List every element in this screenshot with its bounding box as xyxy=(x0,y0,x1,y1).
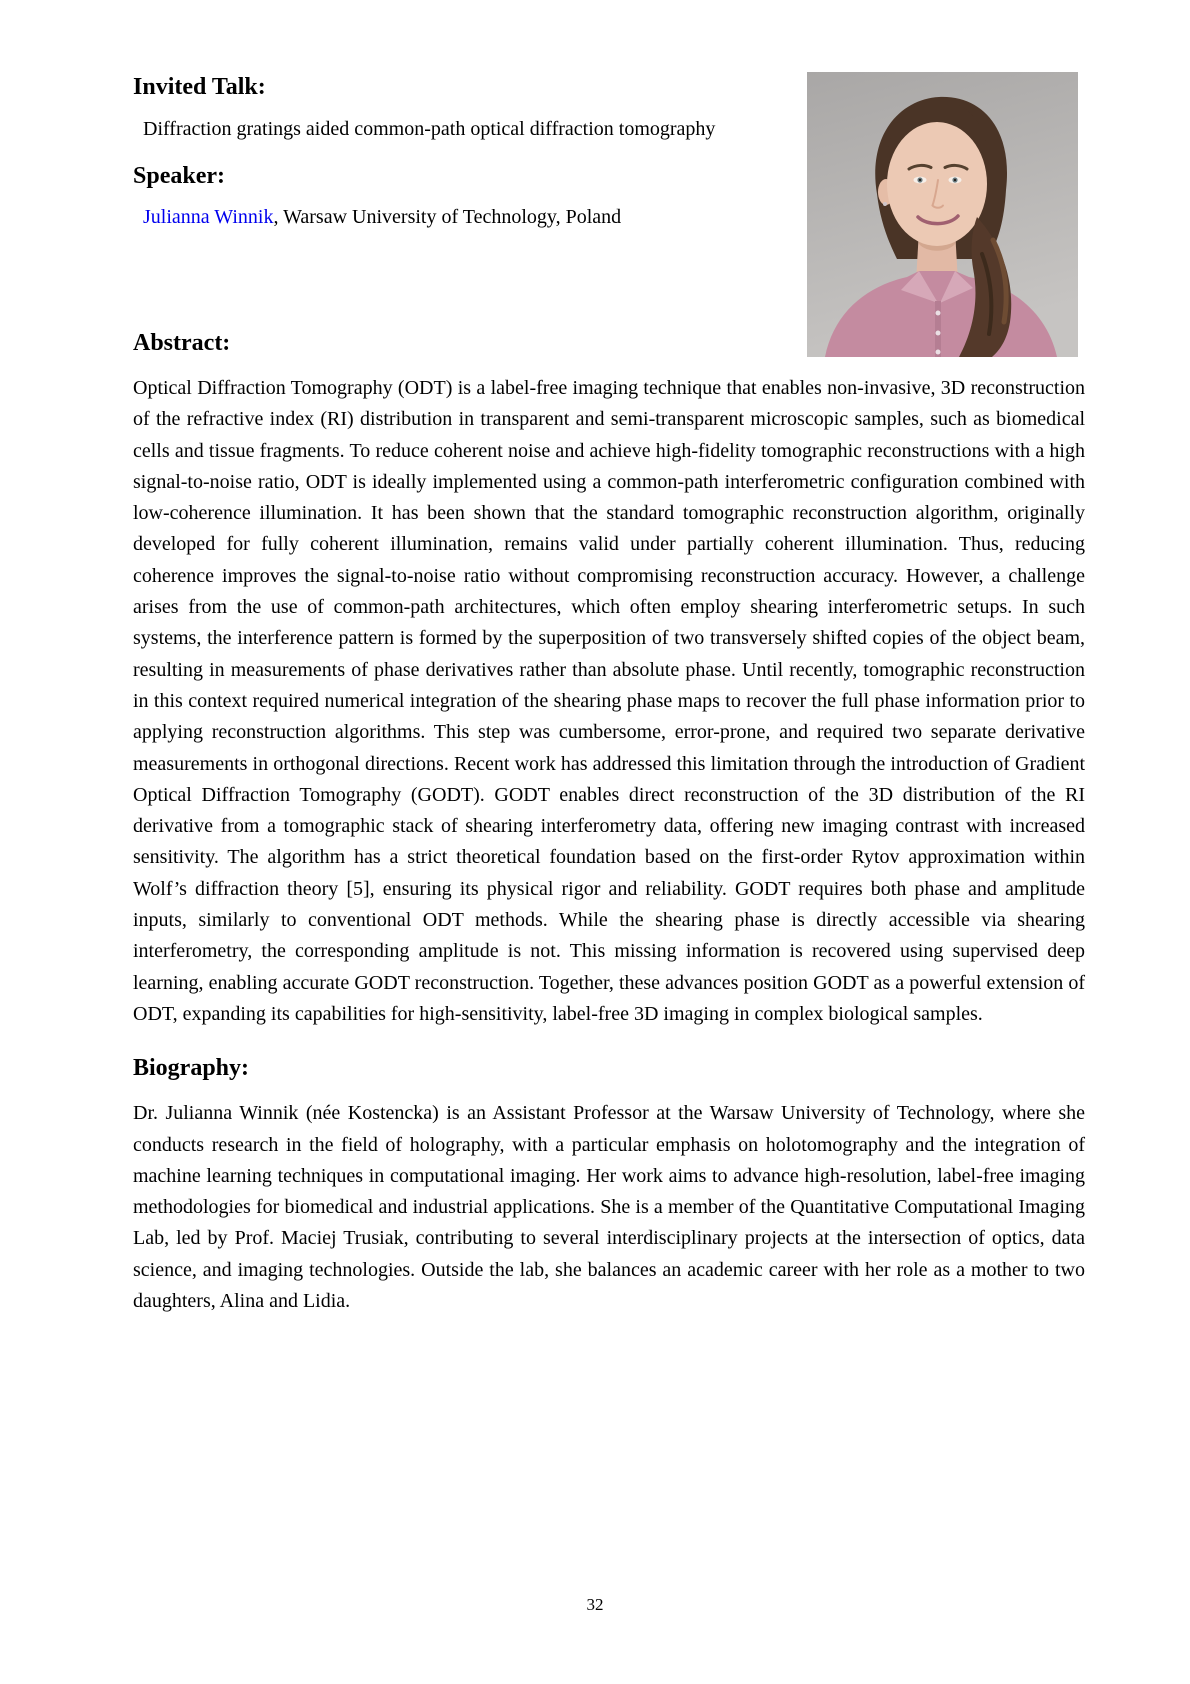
speaker-photo-illustration xyxy=(807,72,1078,357)
talk-title: Diffraction gratings aided common-path optical diffraction tomography xyxy=(143,118,716,140)
button xyxy=(936,311,941,316)
earring xyxy=(883,202,887,206)
speaker-affiliation: , Warsaw University of Technology, Poland xyxy=(273,206,622,228)
invited-talk-heading: Invited Talk: xyxy=(133,74,266,100)
abstract-heading: Abstract: xyxy=(133,330,231,356)
biography-heading: Biography: xyxy=(133,1055,250,1082)
speaker-heading: Speaker: xyxy=(133,163,225,189)
button xyxy=(936,350,941,355)
abstract-text: Optical Diffraction Tomography (ODT) is a label-free imaging technique that enables non-invasive, 3D reconstruction of the refractive index (RI) distribution in transparent and semi-transparent microscopic samples, such as biomedical cells and tissue fragments. To reduce coherent noise and achieve high-fidelity tomographic reconstructions with a high signal-to-noise ratio, ODT is ideally implemented using a common-path interferometric configuration combined with low-coherence illumination. It has been shown that the standard tomographic reconstruction algorithm, originally developed for fully coherent illumination, remains valid under partially coherent illumination. Thus, reducing coherence improves the signal-to-noise ratio without compromising reconstruction accuracy. However, a challenge arises from the use of common-path architectures, which often employ shearing interferometric setups. In such systems, the interference pattern is formed by the superposition of two transversely shifted copies of the object beam, resulting in measurements of phase derivatives rather than absolute phase. Until recently, tomographic reconstruction in this context required numerical integration of the shearing phase maps to recover the full phase information prior to applying reconstruction algorithms. This step was cumbersome, error-prone, and required two separate derivative measurements in orthogonal directions. Recent work has addressed this limitation through the introduction of Gradient Optical Diffraction Tomography (GODT). GODT enables direct reconstruction of the 3D distribution of the RI derivative from a tomographic stack of shearing interferometry data, offering new imaging contrast with increased sensitivity. The algorithm has a strict theoretical foundation based on the first-order Rytov approximation within Wolf’s diffraction theory [5], ensuring its physical rigor and reliability. GODT requires both phase and amplitude inputs, similarly to conventional ODT methods. While the shearing phase is directly accessible via shearing interferometry, the corresponding amplitude is not. This missing information is recovered using supervised deep learning, enabling accurate GODT reconstruction. Together, these advances position GODT as a powerful extension of ODT, expanding its capabilities for high-sensitivity, label-free 3D imaging in complex biological samples. xyxy=(133,377,1085,1025)
page-number: 32 xyxy=(586,1595,604,1614)
speaker-photo xyxy=(807,72,1078,357)
biography-text: Dr. Julianna Winnik (née Kostencka) is an Assistant Professor at the Warsaw University of Technology, where she conducts research in the field of holography, with a particular emphasis on holotomography and the integration of machine learning techniques in computational imaging. Her work aims to advance high-resolution, label-free imaging methodologies for biomedical and industrial applications. She is a member of the Quantitative Computational Imaging Lab, led by Prof. Maciej Trusiak, contributing to several interdisciplinary projects at the intersection of optics, data science, and imaging technologies. Outside the lab, she balances an academic career with her role as a mother to two daughters, Alina and Lidia. xyxy=(133,1102,1085,1313)
speaker-name-link[interactable]: Julianna Winnik xyxy=(143,206,274,228)
eye-left xyxy=(914,177,927,184)
eye-right xyxy=(949,177,962,184)
button xyxy=(936,331,941,336)
placket xyxy=(935,301,941,357)
